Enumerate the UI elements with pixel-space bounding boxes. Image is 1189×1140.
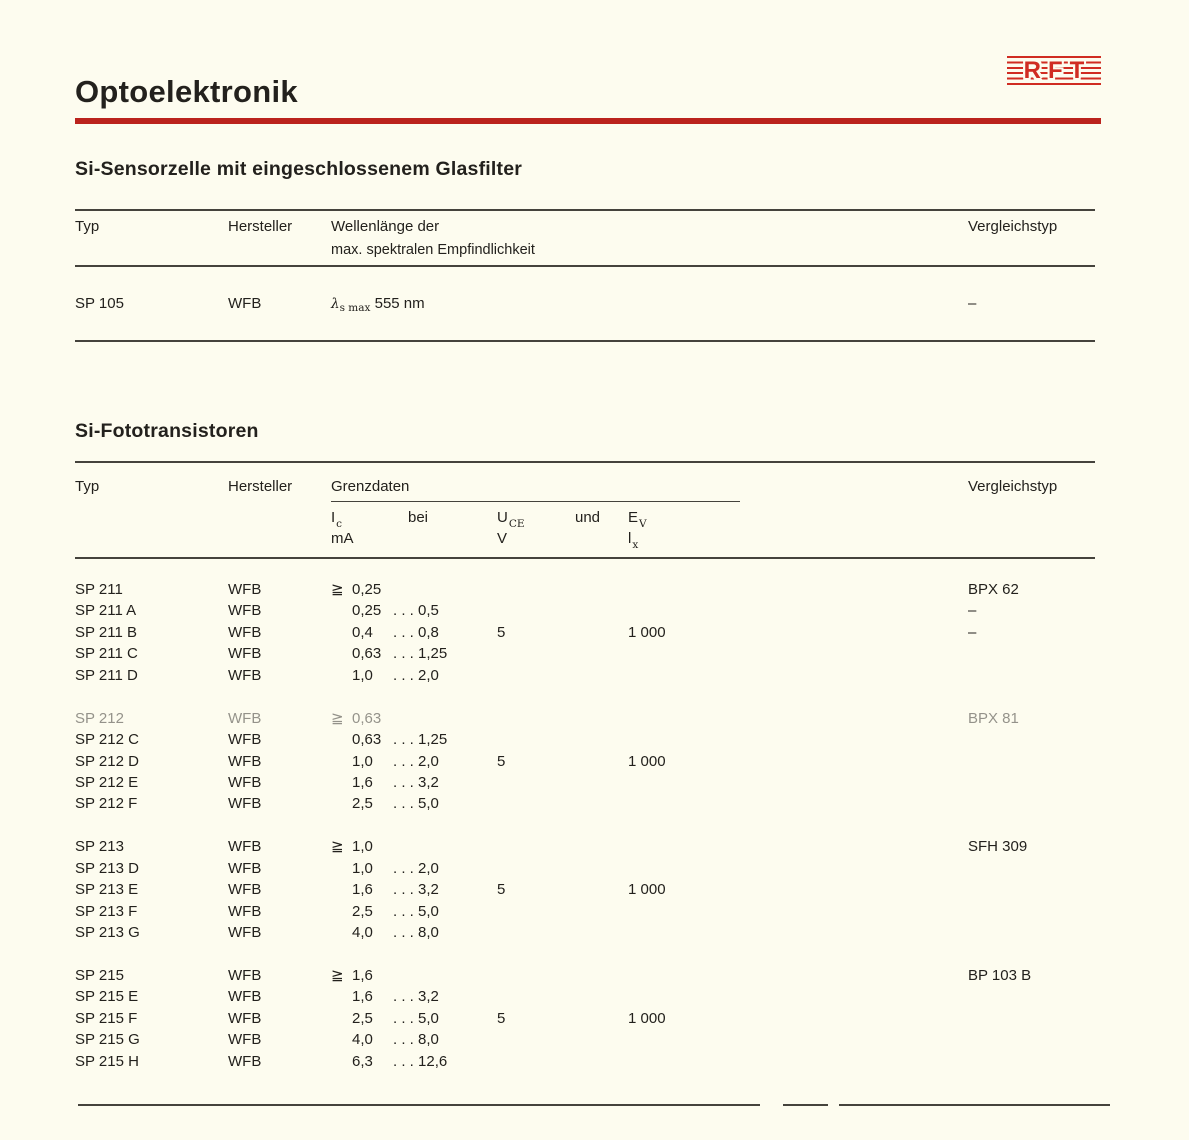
grenzdaten-underline <box>331 501 740 502</box>
ic-range-cell <box>331 579 393 600</box>
hersteller-cell: WFB <box>228 666 262 684</box>
ic-range-cell <box>331 708 393 729</box>
ic-range-cell <box>331 1029 439 1050</box>
page-bottom-rule <box>78 1104 760 1106</box>
ic-symbol: I <box>331 509 336 526</box>
ic-range-cell <box>331 600 439 621</box>
ic-max-value: . . . 8,0 <box>393 924 439 941</box>
hersteller-cell: WFB <box>228 902 262 920</box>
vergleichstyp-cell: SFH 309 <box>968 838 1028 856</box>
lx-symbol: l <box>628 530 632 547</box>
ic-min-value: 0,25 <box>352 602 382 620</box>
ic-max-value: . . . 2,0 <box>393 666 439 684</box>
ic-max-value: . . . 3,2 <box>393 773 439 791</box>
ic-min-value: 0,63 <box>352 645 382 663</box>
typ-cell: SP 212 <box>75 709 124 727</box>
hersteller-cell: WFB <box>228 881 262 899</box>
ic-min-value: 0,63 <box>352 731 382 749</box>
uce-cell: 5 <box>497 1009 506 1027</box>
ic-max-value: . . . 5,0 <box>393 795 439 813</box>
vergleichstyp-cell: – <box>968 623 977 641</box>
hersteller-cell: WFB <box>228 838 262 856</box>
typ-cell: SP 211 C <box>75 645 138 663</box>
ic-max-value: . . . 3,2 <box>393 988 439 1006</box>
table-row <box>0 751 1189 772</box>
hersteller-cell: WFB <box>228 795 262 813</box>
uce-cell: 5 <box>497 881 506 899</box>
table1-header-wellenlaenge-1: Wellenlänge der <box>331 218 440 235</box>
table1-header-vergleichstyp: Vergleichstyp <box>968 218 1058 235</box>
table1-header-hersteller: Hersteller <box>228 218 293 235</box>
ge-symbol: ≧ <box>331 838 344 856</box>
ic-range-cell <box>331 986 439 1007</box>
ev-cell: 1 000 <box>628 752 666 770</box>
typ-cell: SP 211 A <box>75 602 137 620</box>
ge-symbol: ≧ <box>331 966 344 984</box>
ic-range-cell <box>331 772 439 793</box>
ge-symbol: ≧ <box>331 581 344 598</box>
subheader-lx-unit <box>628 528 637 555</box>
table-row <box>0 772 1189 793</box>
ic-range-cell <box>331 793 439 814</box>
table-row <box>0 665 1189 686</box>
page-bottom-rule-right <box>839 1104 1110 1106</box>
ic-max-value: . . . 12,6 <box>393 1052 448 1070</box>
hersteller-cell: WFB <box>228 966 262 984</box>
table2-header-rule <box>75 557 1095 559</box>
hersteller-cell: WFB <box>228 1009 262 1027</box>
uce-symbol: U <box>497 509 508 526</box>
ic-min-value: 0,4 <box>352 623 373 641</box>
hersteller-cell: WFB <box>228 645 262 663</box>
typ-cell: SP 211 B <box>75 623 137 641</box>
hersteller-cell: WFB <box>228 602 262 620</box>
table1-header-typ: Typ <box>75 218 100 235</box>
table-row <box>0 643 1189 664</box>
uce-cell: 5 <box>497 623 506 641</box>
ic-max-value: . . . 0,5 <box>393 602 439 620</box>
ic-range-cell <box>331 665 439 686</box>
lambda-symbol: λ <box>331 296 340 312</box>
ic-max-value: . . . 0,8 <box>393 623 439 641</box>
ic-min-value: 4,0 <box>352 924 373 941</box>
ic-range-cell <box>331 879 439 900</box>
table-row <box>0 708 1189 729</box>
table-row <box>0 1051 1189 1072</box>
ic-max-value: . . . 8,0 <box>393 1031 439 1049</box>
ic-subscript: c <box>336 518 343 530</box>
hersteller-cell: WFB <box>228 988 262 1006</box>
typ-cell: SP 215 <box>75 966 124 984</box>
uce-cell: 5 <box>497 752 506 770</box>
rft-logo-text: RFT <box>1023 57 1092 84</box>
ic-range-cell <box>331 729 447 750</box>
ic-min-value: 4,0 <box>352 1031 373 1049</box>
hersteller-cell: WFB <box>228 731 262 749</box>
table-row <box>0 836 1189 857</box>
group-spacer <box>0 815 1189 836</box>
vergleichstyp-cell: – <box>968 602 977 620</box>
ge-symbol: ≧ <box>331 709 344 727</box>
table-row <box>0 729 1189 750</box>
ic-max-value: . . . 1,25 <box>393 731 448 749</box>
ic-min-value: 2,5 <box>352 1009 373 1027</box>
typ-cell: SP 212 C <box>75 731 139 749</box>
ic-max-value: . . . 5,0 <box>393 1009 439 1027</box>
ic-range-cell <box>331 858 439 879</box>
page-bottom-rule-mid <box>783 1104 828 1106</box>
ic-min-value: 1,6 <box>352 988 373 1006</box>
ic-max-value: . . . 3,2 <box>393 881 439 899</box>
table2-header-typ: Typ <box>75 478 100 495</box>
group-spacer <box>0 943 1189 964</box>
table-row <box>0 965 1189 986</box>
table-row <box>0 879 1189 900</box>
subheader-uce-unit: V <box>497 530 508 547</box>
ev-symbol: E <box>628 509 639 526</box>
hersteller-cell: WFB <box>228 581 262 598</box>
typ-cell: SP 212 F <box>75 795 138 813</box>
table-row <box>0 1008 1189 1029</box>
table-row <box>0 922 1189 943</box>
ic-min-value: 1,0 <box>352 859 373 877</box>
typ-cell: SP 213 <box>75 838 124 856</box>
ic-min-value: 2,5 <box>352 795 373 813</box>
ic-min-value: 1,6 <box>352 966 373 984</box>
lx-subscript: x <box>632 539 639 551</box>
vergleichstyp-cell: BP 103 B <box>968 966 1032 984</box>
table1-top-rule <box>75 209 1095 211</box>
subheader-ic-unit: mA <box>331 530 354 547</box>
typ-cell: SP 211 <box>75 581 123 598</box>
table1-row-vergleichstyp: – <box>968 295 977 312</box>
typ-cell: SP 213 G <box>75 924 140 941</box>
typ-cell: SP 211 D <box>75 666 138 684</box>
ic-max-value: . . . 1,25 <box>393 645 448 663</box>
typ-cell: SP 213 D <box>75 859 139 877</box>
typ-cell: SP 215 F <box>75 1009 138 1027</box>
table-row <box>0 1029 1189 1050</box>
table-row <box>0 858 1189 879</box>
subheader-und: und <box>575 509 601 526</box>
hersteller-cell: WFB <box>228 1052 262 1070</box>
ic-range-cell <box>331 922 439 943</box>
ic-max-value: . . . 5,0 <box>393 902 439 920</box>
table-row <box>0 622 1189 643</box>
ic-range-cell <box>331 836 393 857</box>
ic-min-value: 1,0 <box>352 838 373 856</box>
ic-range-cell <box>331 1008 439 1029</box>
uce-subscript: CE <box>508 518 525 530</box>
hersteller-cell: WFB <box>228 1031 262 1049</box>
t2-body <box>0 579 1189 1072</box>
table1-row-wellenlaenge <box>331 293 425 316</box>
table1-row-typ: SP 105 <box>75 295 124 312</box>
table2-top-rule <box>75 461 1095 463</box>
hersteller-cell: WFB <box>228 623 262 641</box>
ic-min-value: 6,3 <box>352 1052 373 1070</box>
typ-cell: SP 212 E <box>75 773 139 791</box>
table-row <box>0 600 1189 621</box>
ev-subscript: V <box>639 518 647 530</box>
typ-cell: SP 213 E <box>75 881 139 899</box>
vergleichstyp-cell: BPX 81 <box>968 709 1019 727</box>
red-header-rule <box>75 118 1101 124</box>
table1-header-wellenlaenge-2: max. spektralen Empfindlichkeit <box>331 242 535 258</box>
ic-range-cell <box>331 643 447 664</box>
section2-title: Si-Fototransistoren <box>75 420 259 442</box>
ic-range-cell <box>331 1051 447 1072</box>
hersteller-cell: WFB <box>228 924 262 941</box>
ic-max-value: . . . 2,0 <box>393 752 439 770</box>
lambda-value: 555 nm <box>374 295 425 312</box>
table1-bottom-rule <box>75 340 1095 342</box>
ic-min-value: 2,5 <box>352 902 373 920</box>
group-spacer <box>0 686 1189 707</box>
ic-range-cell <box>331 965 393 986</box>
typ-cell: SP 215 H <box>75 1052 139 1070</box>
hersteller-cell: WFB <box>228 859 262 877</box>
table-row <box>0 793 1189 814</box>
ic-max-value: . . . 2,0 <box>393 859 439 877</box>
typ-cell: SP 215 G <box>75 1031 140 1049</box>
typ-cell: SP 213 F <box>75 902 138 920</box>
typ-cell: SP 212 D <box>75 752 139 770</box>
ic-min-value: 1,6 <box>352 881 373 899</box>
table2-header-grenzdaten: Grenzdaten <box>331 478 410 495</box>
table-row <box>0 986 1189 1007</box>
vergleichstyp-cell: BPX 62 <box>968 581 1019 598</box>
table1-row-hersteller: WFB <box>228 295 262 312</box>
hersteller-cell: WFB <box>228 752 262 770</box>
hersteller-cell: WFB <box>228 773 262 791</box>
ic-range-cell <box>331 622 439 643</box>
ic-range-cell <box>331 901 439 922</box>
section1-title: Si-Sensorzelle mit eingeschlossenem Glasfilter <box>75 158 523 180</box>
ic-min-value: 0,25 <box>352 581 382 598</box>
rft-logo <box>1007 56 1101 86</box>
subheader-bei: bei <box>408 509 429 526</box>
table2-header-vergleichstyp: Vergleichstyp <box>968 478 1058 495</box>
lambda-subscript: s max <box>339 302 371 314</box>
hersteller-cell: WFB <box>228 709 262 727</box>
ic-min-value: 1,6 <box>352 773 373 791</box>
ic-min-value: 0,63 <box>352 709 382 727</box>
ev-cell: 1 000 <box>628 1009 666 1027</box>
ev-cell: 1 000 <box>628 881 666 899</box>
typ-cell: SP 215 E <box>75 988 139 1006</box>
ic-min-value: 1,0 <box>352 752 373 770</box>
ic-range-cell <box>331 751 439 772</box>
ev-cell: 1 000 <box>628 623 666 641</box>
table1-header-rule <box>75 265 1095 267</box>
table2-header-hersteller: Hersteller <box>228 478 293 495</box>
table-row <box>0 901 1189 922</box>
ic-min-value: 1,0 <box>352 666 373 684</box>
page-title: Optoelektronik <box>75 74 298 109</box>
table-row <box>0 579 1189 600</box>
